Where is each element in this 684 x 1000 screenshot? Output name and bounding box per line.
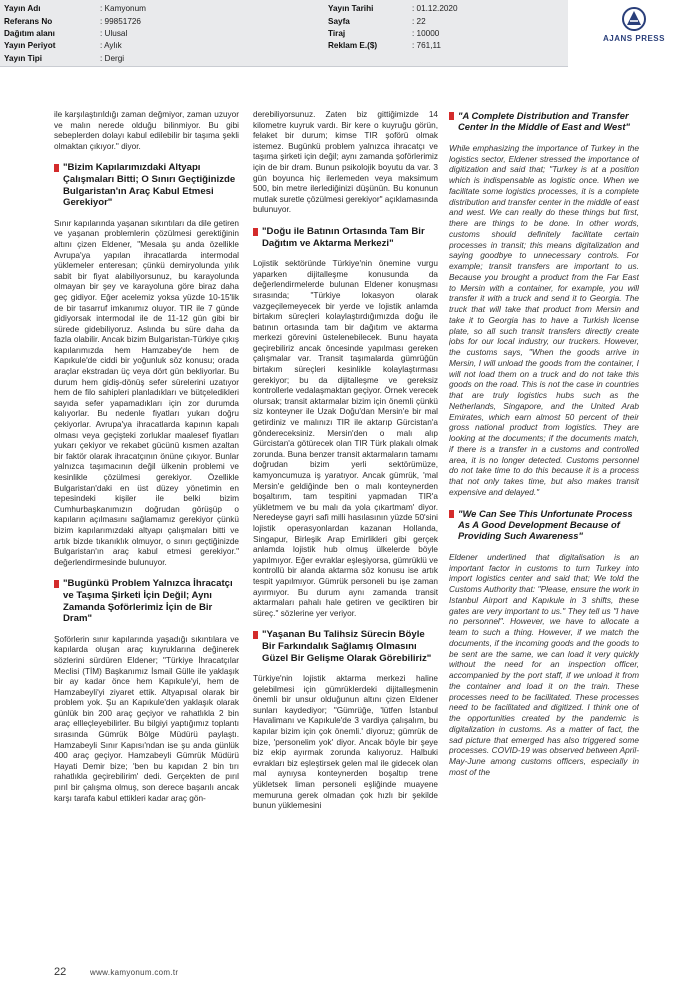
red-square-marker (54, 164, 59, 172)
meta-row (0, 16, 568, 27)
section-heading (54, 162, 239, 208)
heading-text: "Doğu ile Batının Ortasında Tam Bir Dağıtım ve Aktarma Merkezi" (262, 225, 425, 249)
paragraph: ile karşılaştırıldığı zaman değmiyor, zaman uzuyor ve malın nerede olduğu bilinmiyor. Bu gibi sebeplerden dolayı kabul edilebilir bir taşıma şekli olmaktan çıkıyor." diyor. (54, 110, 239, 151)
ajans-press-logo (594, 6, 674, 46)
article-column-2 (253, 110, 438, 950)
article-column-1 (54, 110, 239, 950)
meta-row (0, 53, 568, 64)
meta-key: Reklam E.($) (328, 41, 378, 50)
meta-value: : 01.12.2020 (412, 4, 458, 13)
heading-text: "Yaşanan Bu Talihsiz Sürecin Böyle Bir Farkındalık Sağlamış Olmasını Güzel Bir Gelişme Olarak Görebiliriz" (262, 629, 432, 664)
meta-value: : Aylık (100, 41, 122, 50)
meta-key: Dağıtım alanı (4, 29, 55, 38)
meta-key: Tiraj (328, 29, 346, 38)
article-column-3-english (449, 110, 639, 950)
paragraph: Eldener underlined that digitalisation is an important factor in customs to turn Turkey into import logistics center and said that; We told the Customs Authority that: "Please, ensure the work in Istanbul Airport and Kapıkule in 3 shifts, these gates are very important to us." They tell us "I have no personnel". However, we have to allocate a team to such a thing. However, if we match the documents, if the incoming goods and the goods to be sent are the same, we can load it very quickly without the need for an inspection officer, accompanied by the port staff, if we unload it from the container and load it on the train. These processes need to be facilitated. These processes need to be facilitated and digitized. I think one of the opportunities created by the pandemic is digitalization in customs. As a matter of fact, the sad picture that emerged has also triggered some processes. COVID-19 was observed between April-May-June among customs officers, especially in most of the (449, 551, 639, 777)
meta-key: Yayın Adı (4, 4, 41, 13)
website-url: www.kamyonum.com.tr (90, 968, 179, 977)
meta-value: : Kamyonum (100, 4, 146, 13)
meta-value: : 761,11 (412, 41, 441, 50)
heading-text: "A Complete Distribution and Transfer Center In the Middle of East and West" (458, 110, 630, 133)
paragraph: Lojistik sektöründe Türkiye'nin önemine vurgu yaparken dijitalleşme konusunda da değerlendirmelerde bulunan Eldener konuşması sırasında; "Türkiye lokasyon olarak vazgeçilemeyecek bir yerde ve lojistik anlamda birtakım süreçleri kolaylaştırdığımızda doğu ile batının ortasında tam bir dağıtım ve aktarma merkezi görevini üstelenebilecek. Bunu hayata geçirebiliriz ancak öncesinde yapılması gereken çalışmalar var. Transit taşımalarda gümrüğün birtakım süreçleri kesinlikle kolaylaştırması gerekiyor; bu da dijitalleşme ve gereksiz kontrollerle vedalaşmaktan geçiyor. Örnek verecek olursak; transit aktarmalar bizim için önemli çünkü siz konteyner ile Uzak Doğu'dan Mersin'e bir mal getirdiniz ve malınızı TIR ile aktarıp Gürcistan'a göndereceksiniz. Mersin'den o malı alıp Gürcistan'a götürecek olan TIR Türk plakalı olmak zorunda. Buna benzer transit aktarmaların tamamı doğrudan bizim yerli sektörümüze, kamyoncumuza iş yaratıyor. Ancak gümrük, 'mal Mersin'e geldiğinde ben o malı konteynerden boşaltırım, tam tespitini yapmadan TIR'a yükletmem ve bu malı da yola çıkartmam' diyor. Neredeyse gayri safi milli hasılasının yüzde 50'sini lojistik operasyonlardan kazanan Hollanda, Singapur, Birleşik Arap Emirlikleri gibi gerçek anlamda lojistik hub olmuş ülkelerde böyle yapılmıyor. Eğer evraklar eşleşiyorsa, gümrüklü ve kontrollü bir alanda aktarma söz konusu ise artık tespit yapılmıyor. Gümrük personeli bu işe zaman ayırmıyor. Bu durum aynı zamanda transit aktarmaları pahalı hale getiren ve geciktiren bir süreç." sözlerine yer veriyor. (253, 259, 438, 618)
heading-text: "Bizim Kapılarımızdaki Altyapı Çalışmaları Bitti; O Sınırı Geçtiğinizde Bulgaristan'ın Araç Kabul Etmesi Gerekiyor" (63, 162, 236, 209)
red-square-marker (253, 228, 258, 236)
meta-row (0, 3, 568, 14)
press-clipping-meta (0, 0, 568, 67)
meta-key: Yayın Periyot (4, 41, 56, 50)
paragraph: Şoförlerin sınır kapılarında yaşadığı sıkıntılara ve kapılarda oluşan araç kuyruklarına değinerek sözlerini sürdüren Eldener; "Türkiye İhracatçılar Meclisi (TİM) Başkanımız İsmail Gülle ile yaklaşık bir ay kadar önce hem Kapıkule'yi, hem de Hamzabeyli'yi ziyaret ettik. Altyapısal olarak bir problem yok. Şu an Kapıkule'den yaklaşık olarak günlük bin 200 araç geçiyor ve rahatlıkla 2 bin araç ellleçleyebilirler. Bu bilgiyi yaptığımız toplantı sırasında Gümrük Bölge Müdürü paylaştı. Hamzabeyli Sınır Kapısı'ndan ise şu anda günlük 400 araç geçiyor. Hamzabeyli Gümrük Müdürü Hayati Demir bize; 'ben bu kapıdan 2 bin tırı rahatlıkla geçirebilirim' dedi. Gerçekten de pırıl pırıl bir çalışma olmuş, son derece başarılı ancak karşı tarafa kabul ettikleri kadar araç gön- (54, 634, 239, 803)
meta-value: : Ulusal (100, 29, 128, 38)
meta-row (0, 28, 568, 39)
heading-text: "Bugünkü Problem Yalnızca İhracatçı ve Taşıma Şirketi İçin Değil; Aynı Zamanda Şoförlerimiz İçin de Bir Dram" (63, 578, 233, 625)
paragraph: Sınır kapılarında yaşanan sıkıntıları da dile getiren ve yaşanan problemlerin çözülmesi gerektiğinin altını çizen Eldener, "Mesala şu anda özellikle Avrupa'ya yapılan ihracatlarda intermodal yüklemeler enteresan; çünkü demiryolunda yılık sabit bir fiyat alabiliyorsunuz, bu karayolunda olmayan bir şey ve karayoluna göre biraz daha geç gidiyor. Eğer acelemiz yoksa yüzde 10-15'lik de bir tasarruf imkanımız oluyor. TIR ile 7 günde gidiyorsak intermodal ile de 11-12 gün gibi bir sürede gidebiliyoruz. Aslında bu süre daha da fazla olabilir. Ancak bizim Bulgaristan-Türkiye çıkış kapılarımızda hem Hamzabey'de hem de Kapıkule'de ciddi bir yoğunluk söz konusu; orada araçlar ekstradan üç veya dört gün bekliyorlar. Bu durum hem gidiş-dönüş sefer sürelerini uzatıyor hem de filo sahipleri planladıkları ve bütçeledikleri sayıda sefer yapamadıkları için zor durumda kalıyorlar. Bu nedenle fiyatları yukarı doğru çekiyorlar. Avrupa'ya ihracatlarda kapının kapalı olması veya geçişteki zorluklar maalesef fiyatları yukarı çekiyor ve rekabet gücünü kısmen azaltan bir faktör olarak ihracatçının önüne çıkıyor. Bunlar yalnızca taşımacının değil ülkenin problemi ve kesinlikle çözülmesi gerekiyor. Özellikle Bulgaristan'daki en üst düzey yönetimin en tepesindeki kişiler ile belki bizim Cumhurbaşkanımızın doğrudan görüşüp o kapıların açılmasını sağlamamız gerekiyor çünkü bizim kapılarımızdaki altyapı çalışmaları bitti ve artık bizde tıkanıklık olmuyor, o sınırı geçtiğinizde Bulgaristan'ın araç kabul etmesi gerekiyor." değerlendirmesinde bulunuyor. (54, 218, 239, 567)
paragraph: While emphasizing the importance of Turkey in the logistics sector, Eldener stressed the importance of digitization and said that; "Turkey is at a position which is indispensable as logistic once. When we facilitate some logistics processes, it is a complete distribution and transfer center in the middle of east and west. We can really do these things but first, there are things to be done. In other words, customs should definitely facilitate certain processes in transit; this means digitalization and saying goodbye to unnecessary controls. For example; transit transfers are important to us. Because you brought a product from the Far East to Mersin with a container, for example, you will transfer it with a truck and send it to Georgia. The truck that will take that product from Mersin and take it to Georgia has to have a Turkish license plate, so all such transit transfers directly create jobs for our local industry, our truckers. However, the customs says, "When the goods arrive in Mersin, I will unload the goods from the container, I will not load them on a truck and do not take this goods on the road. This is not the case in countries that are truly logistics hubs such as the Netherlands, Singapore, and the United Arab Emirates, which earn almost 50 percent of their gross national product from logistics. They are looking at the documents; if the documents match, if there is a transfer in a customs and controlled area, it is no longer detected. Customs personnel do not take time to do this because it is a process that not only takes time, but also makes transit expensive and delayed." (449, 142, 639, 497)
meta-key: Yayın Tarihi (328, 4, 374, 13)
meta-key: Sayfa (328, 17, 350, 26)
meta-value: : 99851726 (100, 17, 141, 26)
page-number: 22 (54, 966, 67, 978)
heading-text: "We Can See This Unfortunate Process As A Good Development Because of Providing Such Awareness" (458, 507, 633, 542)
logo-text: AJANS PRESS (603, 34, 665, 43)
red-square-marker (54, 580, 59, 588)
red-square-marker (253, 631, 258, 639)
section-heading (253, 629, 438, 664)
section-heading (449, 110, 639, 133)
section-heading (253, 226, 438, 249)
section-heading (449, 508, 639, 542)
ajans-press-logo-icon (594, 6, 674, 34)
meta-key: Yayın Tipi (4, 54, 43, 63)
section-heading (54, 578, 239, 624)
meta-key: Referans No (4, 17, 53, 26)
red-square-marker (449, 112, 454, 120)
meta-value: : Dergi (100, 54, 125, 63)
red-square-marker (449, 510, 454, 518)
meta-row (0, 40, 568, 51)
paragraph: Türkiye'nin lojistik aktarma merkezi haline gelebilmesi için gümrüklerdeki dijitalleşmenin önemli bir unsur olduğunun altını çizen Eldener sunları kaydediyor; "Gümrüğe, 'lütfen İstanbul Havalimanı ve Kapıkule'de 3 vardiya çalışalım, bu kapılar bizim için çok önemli.' diyoruz; gümrük de bize, 'personelim yok' diyor. Ancak böyle bir şeye biz ekip ayırmak zorunda kalıyoruz. Halbuki evrakları biz eşleştirsek gelen mal ile gidecek olan mal aynıysa konteynerden boşaltıp trene yükletsek liman personeli eşliğinde muayene memuruna gerek olmadan çok hızlı bir şekilde bunun yüklemesini (253, 674, 438, 811)
paragraph: derebiliyorsunuz. Zaten biz gittiğimizde 14 kilometre kuyruk vardı. Bir kere o kuyruğu görün, felaket bir durum; kimse TIR şoförü olmak istemez. Bugünkü problem yalnızca ihracatçı ve taşıma şirketi için değil; aynı zamanda şoförlerimiz için de bir dram. Bunun psikolojik boyutu da var. 3 gün boyunca hiç ilerlemeden veya maksimum 500, bin metre ilerlediğinizi düşünün. Bu konunun mutlak suretle çözülmesi gerekiyor" açıklamasında bulunuyor. (253, 110, 438, 215)
meta-value: : 10000 (412, 29, 440, 38)
meta-value: : 22 (412, 17, 426, 26)
